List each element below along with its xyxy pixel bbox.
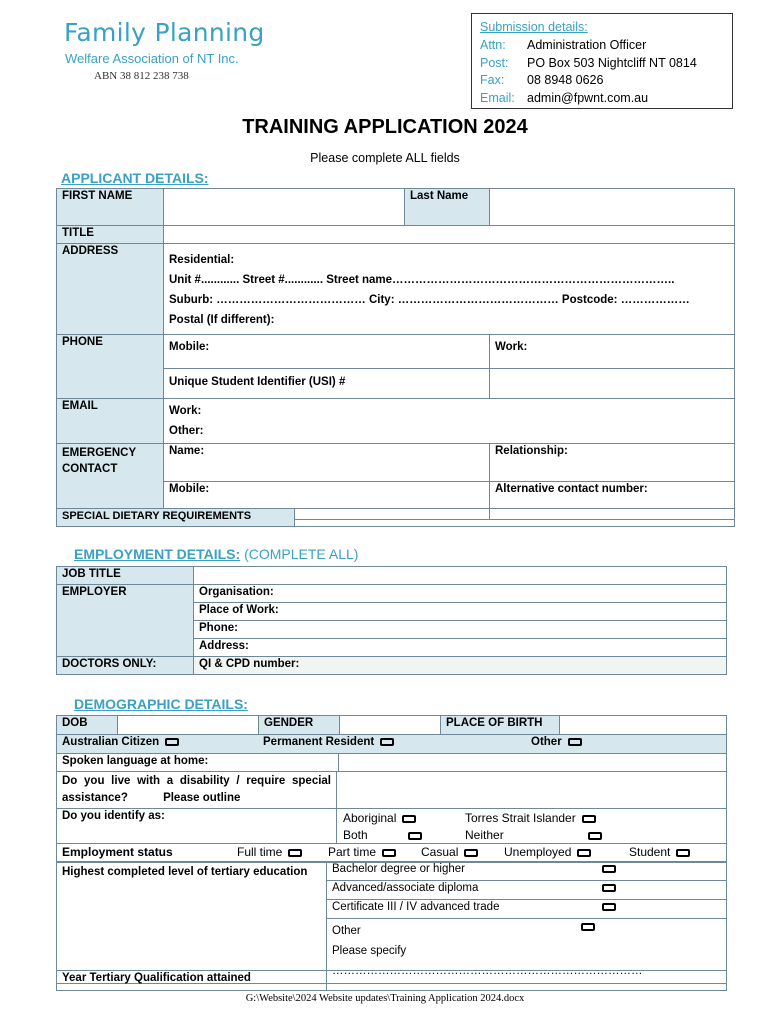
first-name-field[interactable] <box>164 189 405 226</box>
disability-field[interactable] <box>337 772 727 809</box>
both-checkbox[interactable] <box>408 832 422 840</box>
email-work-label: Work: <box>169 405 202 417</box>
emergency-alt-number-field[interactable]: Alternative contact number: <box>490 482 735 520</box>
year-label: Year Tertiary Qualification attained <box>57 971 327 991</box>
residential-label: Residential: <box>169 254 235 266</box>
email-label: EMAIL <box>57 399 164 444</box>
employer-phone-field[interactable]: Phone: <box>194 621 727 639</box>
title-label: TITLE <box>57 226 164 244</box>
job-title-field[interactable] <box>194 567 727 585</box>
neither-label: Neither <box>465 828 504 842</box>
student-label: Student <box>629 845 671 859</box>
neither-checkbox[interactable] <box>588 832 602 840</box>
education-table <box>56 861 727 984</box>
edu-option-1-checkbox[interactable] <box>602 884 616 892</box>
unemployed-checkbox[interactable] <box>577 849 591 857</box>
place-of-work-field[interactable]: Place of Work: <box>194 603 727 621</box>
disability-question: Do you live with a disability / require special assistance? Please outline <box>57 772 337 809</box>
submission-row <box>480 90 724 108</box>
footer-path: G:\Website\2024 Website updates\Training Application 2024.docx <box>245 993 525 1004</box>
year-table <box>56 970 727 991</box>
demographic-table-2 <box>56 734 727 772</box>
employment-heading: EMPLOYMENT DETAILS: (COMPLETE ALL) <box>74 546 359 562</box>
submission-value: admin@fpwnt.com.au <box>527 91 649 106</box>
submission-key: Attn: <box>480 37 506 52</box>
demographic-table-1 <box>56 715 727 736</box>
please-specify-label: Please specify <box>332 945 407 957</box>
usi-field[interactable] <box>490 369 735 399</box>
address-label: ADDRESS <box>57 244 164 335</box>
last-name-field[interactable] <box>490 189 735 226</box>
employer-label: EMPLOYER <box>57 585 194 657</box>
page-subtitle: Please complete ALL fields <box>310 151 460 165</box>
postal-label: Postal (If different): <box>169 314 275 326</box>
submission-key: Email: <box>480 91 515 106</box>
tsi-checkbox[interactable] <box>582 815 596 823</box>
submission-value: 08 8948 0626 <box>527 73 604 88</box>
unemployed-label: Unemployed <box>504 845 572 859</box>
place-of-birth-field[interactable] <box>560 716 727 736</box>
applicant-heading: APPLICANT DETAILS: <box>61 170 209 186</box>
edu-option-2-checkbox[interactable] <box>602 903 616 911</box>
unit-street-line: Unit #............ Street #............ Street name……………………………………………………………….. <box>169 274 675 286</box>
gender-field[interactable] <box>340 716 441 736</box>
employment-status-table <box>56 843 727 863</box>
page-title: TRAINING APPLICATION 2024 <box>242 116 528 138</box>
full-time-label: Full time <box>237 845 283 859</box>
first-name-label: FIRST NAME <box>57 189 164 226</box>
casual-label: Casual <box>421 845 459 859</box>
job-title-label: JOB TITLE <box>57 567 194 585</box>
perm-resident-checkbox[interactable] <box>380 738 394 746</box>
address-field[interactable] <box>164 244 735 335</box>
aboriginal-label: Aboriginal <box>343 811 397 825</box>
work-phone-field[interactable]: Work: <box>490 335 735 369</box>
email-other-label: Other: <box>169 425 204 437</box>
submission-key: Post: <box>480 55 509 70</box>
year-field[interactable] <box>327 971 727 991</box>
part-time-checkbox[interactable] <box>382 849 396 857</box>
aus-citizen-label: Australian Citizen <box>62 736 160 748</box>
usi-label: Unique Student Identifier (USI) # <box>164 369 490 399</box>
logo-title: Family Planning <box>64 18 265 47</box>
emergency-contact-label: EMERGENCY CONTACT <box>57 444 164 520</box>
edu-option-2-label: Certificate III / IV advanced trade <box>327 900 597 919</box>
aus-citizen-checkbox[interactable] <box>165 738 179 746</box>
aboriginal-checkbox[interactable] <box>402 815 416 823</box>
edu-option-3-checkbox[interactable] <box>581 923 595 931</box>
suburb-city-line: Suburb: ………………………………… City: …………………………………… Postcode: ……………… <box>169 294 690 306</box>
tsi-label: Torres Strait Islander <box>465 811 576 825</box>
emergency-name-field[interactable]: Name: <box>164 444 490 482</box>
education-label: Highest completed level of tertiary education <box>57 862 327 984</box>
dietary-field[interactable] <box>295 509 735 527</box>
edu-option-0 <box>597 862 727 881</box>
employment-status-label: Employment status <box>62 845 173 859</box>
emergency-relationship-field[interactable]: Relationship: <box>490 444 735 482</box>
both-label: Both <box>343 828 368 842</box>
please-specify-field[interactable]: ……………………………………………………………………… <box>332 965 643 977</box>
student-checkbox[interactable] <box>676 849 690 857</box>
edu-option-0-label: Bachelor degree or higher <box>327 862 597 881</box>
logo-subtitle: Welfare Association of NT Inc. <box>65 51 239 66</box>
edu-option-3-label: Other <box>332 925 361 937</box>
language-label: Spoken language at home: <box>57 754 339 772</box>
residency-row <box>57 735 727 754</box>
other-residency-label: Other <box>531 736 562 748</box>
perm-resident-label: Permanent Resident <box>263 736 375 748</box>
doctors-only-label: DOCTORS ONLY: <box>57 657 194 675</box>
submission-row <box>480 55 724 73</box>
email-field[interactable] <box>164 399 735 444</box>
employment-status-row <box>57 844 727 863</box>
casual-checkbox[interactable] <box>464 849 478 857</box>
demographic-heading: DEMOGRAPHIC DETAILS: <box>74 696 248 712</box>
organisation-field[interactable]: Organisation: <box>194 585 727 603</box>
full-time-checkbox[interactable] <box>288 849 302 857</box>
language-field[interactable] <box>339 754 727 772</box>
applicant-table <box>56 188 735 520</box>
submission-row <box>480 72 724 90</box>
qi-cpd-field[interactable]: QI & CPD number: <box>194 657 727 675</box>
gender-label: GENDER <box>259 716 340 736</box>
last-name-label: Last Name <box>405 189 490 226</box>
edu-option-1 <box>597 881 727 900</box>
edu-option-0-checkbox[interactable] <box>602 865 616 873</box>
dietary-table <box>56 508 735 527</box>
edu-option-2 <box>597 900 727 919</box>
dob-label: DOB <box>57 716 118 736</box>
submission-details-box <box>471 13 733 109</box>
mobile-field[interactable]: Mobile: <box>164 335 490 369</box>
submission-value: PO Box 503 Nightcliff NT 0814 <box>527 55 697 70</box>
emergency-mobile-field[interactable]: Mobile: <box>164 482 490 520</box>
identify-options <box>337 809 727 845</box>
title-field[interactable] <box>164 226 735 244</box>
submission-row <box>480 37 724 55</box>
outline-label: Please outline <box>163 792 241 804</box>
dob-field[interactable] <box>118 716 259 736</box>
demographic-table-3 <box>56 771 727 845</box>
dietary-label: SPECIAL DIETARY REQUIREMENTS <box>57 509 295 527</box>
submission-key: Fax: <box>480 73 505 88</box>
employer-address-field[interactable]: Address: <box>194 639 727 657</box>
phone-label: PHONE <box>57 335 164 399</box>
place-of-birth-label: PLACE OF BIRTH <box>441 716 560 736</box>
other-residency-checkbox[interactable] <box>568 738 582 746</box>
submission-heading: Submission details: <box>480 20 588 34</box>
part-time-label: Part time <box>328 845 377 859</box>
employment-table <box>56 566 727 675</box>
edu-option-1-label: Advanced/associate diploma <box>327 881 597 900</box>
abn: ABN 38 812 238 738 <box>94 70 189 82</box>
identify-label: Do you identify as: <box>57 809 337 845</box>
submission-value: Administration Officer <box>527 37 647 52</box>
